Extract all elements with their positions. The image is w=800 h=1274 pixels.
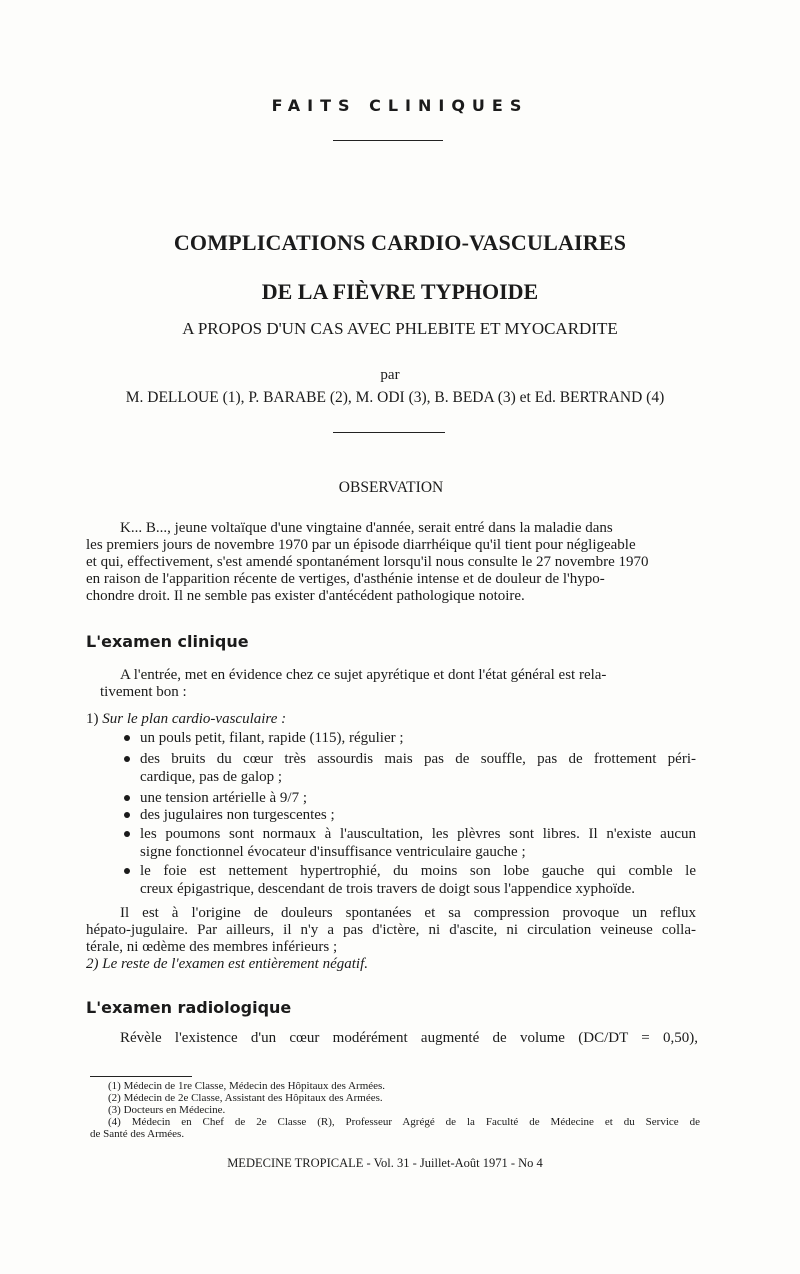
footnote-3: (3) Docteurs en Médecine. <box>108 1104 226 1116</box>
clinical-item2: 2) Le reste de l'examen est entièrement négatif. <box>86 956 369 972</box>
bullet-text: une tension artérielle à 9/7 ; <box>140 790 308 806</box>
article-title-line1: COMPLICATIONS CARDIO-VASCULAIRES <box>173 230 627 255</box>
footnote-4-continued: de Santé des Armées. <box>90 1128 185 1140</box>
divider-authors <box>333 432 445 433</box>
footnote-4: (4) Médecin en Chef de 2e Classe (R), Professeur Agrégé de la Faculté de Médecine et du Service de <box>108 1116 700 1128</box>
observation-line-3: et qui, effectivement, s'est amendé spontanément lorsqu'il nous consulte le 27 novembre 1970 <box>86 554 649 570</box>
bullet-dot-icon <box>124 735 130 741</box>
footnote-2: (2) Médecin de 2e Classe, Assistant des Hôpitaux des Armées. <box>108 1092 383 1104</box>
footnote-1: (1) Médecin de 1re Classe, Médecin des Hôpitaux des Armées. <box>108 1080 386 1092</box>
bullet-text: les poumons sont normaux à l'auscultation, les plèvres sont libres. Il n'existe aucun <box>140 826 696 842</box>
clinical-intro-line-1: A l'entrée, met en évidence chez ce sujet apyrétique et dont l'état général est rela- <box>120 667 607 683</box>
section-heading: FAITS CLINIQUES <box>271 96 529 115</box>
observation-heading: OBSERVATION <box>338 479 444 496</box>
bullet-text: creux épigastrique, descendant de trois travers de doigt sous l'appendice xyphoïde. <box>140 881 636 897</box>
by-label: par <box>380 367 400 383</box>
clinical-after-line-2: hépato-jugulaire. Par ailleurs, il n'y a pas d'ictère, ni d'ascite, ni circulation veineuse colla- <box>86 922 696 938</box>
observation-line-2: les premiers jours de novembre 1970 par un épisode diarrhéique qu'il tient pour négligeable <box>86 537 636 553</box>
bullet-dot-icon <box>124 812 130 818</box>
radiology-heading: L'examen radiologique <box>86 998 292 1017</box>
bullet-item-1 <box>124 729 696 747</box>
article-subtitle: A PROPOS D'UN CAS AVEC PHLEBITE ET MYOCARDITE <box>182 319 618 338</box>
bullet-item-2 <box>124 750 696 786</box>
clinical-item1 <box>86 710 386 728</box>
bullet-item-5 <box>124 825 696 861</box>
bullet-text: le foie est nettement hypertrophié, du moins son lobe gauche qui comble le <box>140 863 696 879</box>
bullet-item-6 <box>124 862 696 898</box>
bullet-item-3 <box>124 789 696 807</box>
clinical-item1-number: 1) <box>86 711 99 727</box>
clinical-item1-label: Sur le plan cardio-vasculaire : <box>102 711 287 727</box>
clinical-exam-heading: L'examen clinique <box>86 632 249 651</box>
observation-line-1: K... B..., jeune voltaïque d'une vingtaine d'année, serait entré dans la maladie dans <box>120 520 613 536</box>
clinical-intro-line-2: tivement bon : <box>100 684 187 700</box>
bullet-dot-icon <box>124 756 130 762</box>
bullet-text: des jugulaires non turgescentes ; <box>140 807 335 823</box>
author-list: M. DELLOUE (1), P. BARABE (2), M. ODI (3), B. BEDA (3) et Ed. BERTRAND (4) <box>125 389 665 406</box>
bullet-text: signe fonctionnel évocateur d'insuffisance ventriculaire gauche ; <box>140 844 526 860</box>
divider-top <box>333 140 443 141</box>
bullet-text: un pouls petit, filant, rapide (115), régulier ; <box>140 730 404 746</box>
bullet-text: des bruits du cœur très assourdis mais pas de souffle, pas de frottement péri- <box>140 751 696 767</box>
bullet-dot-icon <box>124 868 130 874</box>
bullet-item-4 <box>124 806 696 824</box>
clinical-after-line-3: térale, ni œdème des membres inférieurs ; <box>86 939 338 955</box>
clinical-after-line-1: Il est à l'origine de douleurs spontanées et sa compression provoque un reflux <box>120 905 696 921</box>
bullet-dot-icon <box>124 831 130 837</box>
observation-line-4: en raison de l'apparition récente de vertiges, d'asthénie intense et de douleur de l'hypo- <box>86 571 605 587</box>
radiology-line: Révèle l'existence d'un cœur modérément augmenté de volume (DC/DT = 0,50), <box>120 1030 698 1046</box>
footnote-divider <box>90 1076 192 1077</box>
article-title-line2: DE LA FIÈVRE TYPHOIDE <box>261 279 539 304</box>
journal-footer: MEDECINE TROPICALE - Vol. 31 - Juillet-Août 1971 - No 4 <box>227 1156 543 1170</box>
bullet-dot-icon <box>124 795 130 801</box>
bullet-text: cardique, pas de galop ; <box>140 769 283 785</box>
observation-line-5: chondre droit. Il ne semble pas exister d'antécédent pathologique notoire. <box>86 588 525 604</box>
